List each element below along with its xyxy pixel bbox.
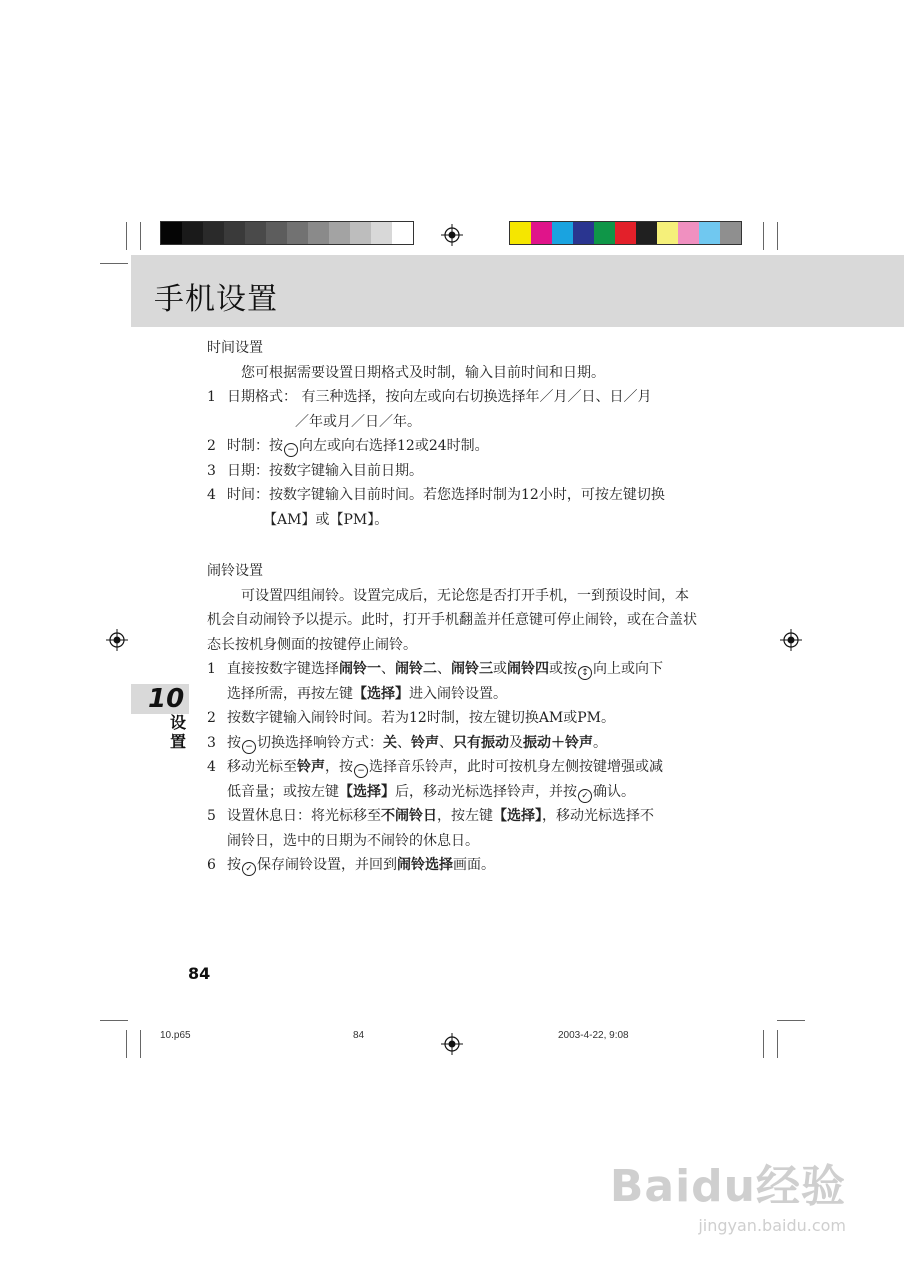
crop-mark — [777, 1020, 805, 1021]
registration-mark-icon — [441, 1033, 463, 1055]
color-swatch — [308, 222, 329, 244]
watermark-logo: Baidu经验 jingyan.baidu.com — [609, 1161, 846, 1235]
registration-mark-icon — [106, 629, 128, 651]
crop-mark — [140, 1030, 141, 1058]
color-swatch — [266, 222, 287, 244]
registration-mark-icon — [441, 224, 463, 246]
ok-key-icon: ✓ — [578, 789, 592, 803]
list-item: 2 时制：按 − 向左或向右选择12或24时制。 — [207, 438, 489, 455]
color-swatch — [182, 222, 203, 244]
list-item: 2 按数字键输入闹铃时间。若为12时制，按左键切换AM或PM。 — [207, 710, 616, 726]
time-section — [207, 336, 697, 532]
chapter-label: 设置 — [170, 713, 187, 751]
footer-page: 84 — [353, 1030, 365, 1041]
color-swatch — [371, 222, 392, 244]
color-swatch — [636, 222, 657, 244]
crop-mark — [763, 1030, 764, 1058]
page-number: 84 — [188, 964, 211, 983]
crop-mark — [126, 1030, 127, 1058]
color-swatch — [699, 222, 720, 244]
nav-key-icon: − — [354, 764, 368, 778]
color-swatch — [350, 222, 371, 244]
nav-key-icon: − — [242, 740, 256, 754]
list-item-continuation: ／年或月／日／年。 — [295, 413, 421, 430]
footer-file: 10.p65 — [160, 1030, 191, 1041]
crop-mark — [100, 1020, 128, 1021]
crop-mark — [777, 1030, 778, 1058]
crop-mark — [126, 222, 127, 250]
color-calibration-bar — [509, 221, 742, 245]
color-swatch — [720, 222, 741, 244]
list-item: 1 日期格式： 有三种选择，按向左或向右切换选择年／月／日、日／月 — [207, 389, 652, 405]
section-title: 闹铃设置 — [207, 563, 263, 579]
color-swatch — [245, 222, 266, 244]
list-item-continuation: 【AM】或【PM】。 — [263, 511, 389, 528]
crop-mark — [777, 222, 778, 250]
list-item: 5 设置休息日：将光标移至不闹铃日，按左键【选择】，移动光标选择不 闹铃日，选中的日期为不闹铃的休息日。 — [207, 808, 654, 849]
color-swatch — [573, 222, 594, 244]
color-swatch — [161, 222, 182, 244]
list-item: 4 移动光标至铃声，按 − 选择音乐铃声，此时可按机身左侧按键增强或减 低音量；或按左键【选择】后，移动光标选择铃声，并按 ✓ 确认。 — [207, 759, 663, 801]
color-swatch — [615, 222, 636, 244]
crop-mark — [140, 222, 141, 250]
list-item: 1 直接按数字键选择闹铃一、闹铃二、闹铃三或闹铃四或按 ↕ 向上或向下 选择所需，再按左键【选择】进入闹铃设置。 — [207, 661, 663, 702]
chapter-number: 10 — [148, 684, 185, 714]
footer-datetime: 2003-4-22, 9:08 — [558, 1030, 629, 1041]
registration-mark-icon — [780, 629, 802, 651]
page-title: 手机设置 — [154, 282, 278, 317]
color-swatch — [203, 222, 224, 244]
nav-key-icon: − — [284, 443, 298, 457]
section-intro: 您可根据需要设置日期格式及时制，输入目前时间和日期。 — [241, 364, 605, 381]
gray-step-bar — [160, 221, 414, 245]
color-swatch — [678, 222, 699, 244]
section-intro: 可设置四组闹铃。设置完成后，无论您是否打开手机，一到预设时间，本机会自动闹铃予以提示。此时，打开手机翻盖并任意键可停止闹铃，或在合盖状态长按机身侧面的按键停止闹铃。 — [207, 587, 697, 653]
color-swatch — [657, 222, 678, 244]
color-swatch — [287, 222, 308, 244]
list-item: 3 按 − 切换选择响铃方式：关、铃声、只有振动及振动＋铃声。 — [207, 734, 607, 752]
list-item: 3 日期：按数字键输入目前日期。 — [207, 462, 423, 479]
nav-key-up-icon: ↕ — [578, 666, 592, 680]
list-item: 6 按 ✓ 保存闹铃设置，并回到闹铃选择画面。 — [207, 857, 495, 874]
color-swatch — [510, 222, 531, 244]
alarm-section — [207, 559, 697, 878]
color-swatch — [594, 222, 615, 244]
color-swatch — [329, 222, 350, 244]
section-title: 时间设置 — [207, 340, 263, 356]
color-swatch — [552, 222, 573, 244]
crop-mark — [763, 222, 764, 250]
list-item: 4 时间：按数字键输入目前时间。若您选择时制为12小时，可按左键切换 — [207, 487, 665, 503]
color-swatch — [224, 222, 245, 244]
ok-key-icon: ✓ — [242, 862, 256, 876]
crop-mark — [100, 263, 128, 264]
color-swatch — [392, 222, 413, 244]
color-swatch — [531, 222, 552, 244]
